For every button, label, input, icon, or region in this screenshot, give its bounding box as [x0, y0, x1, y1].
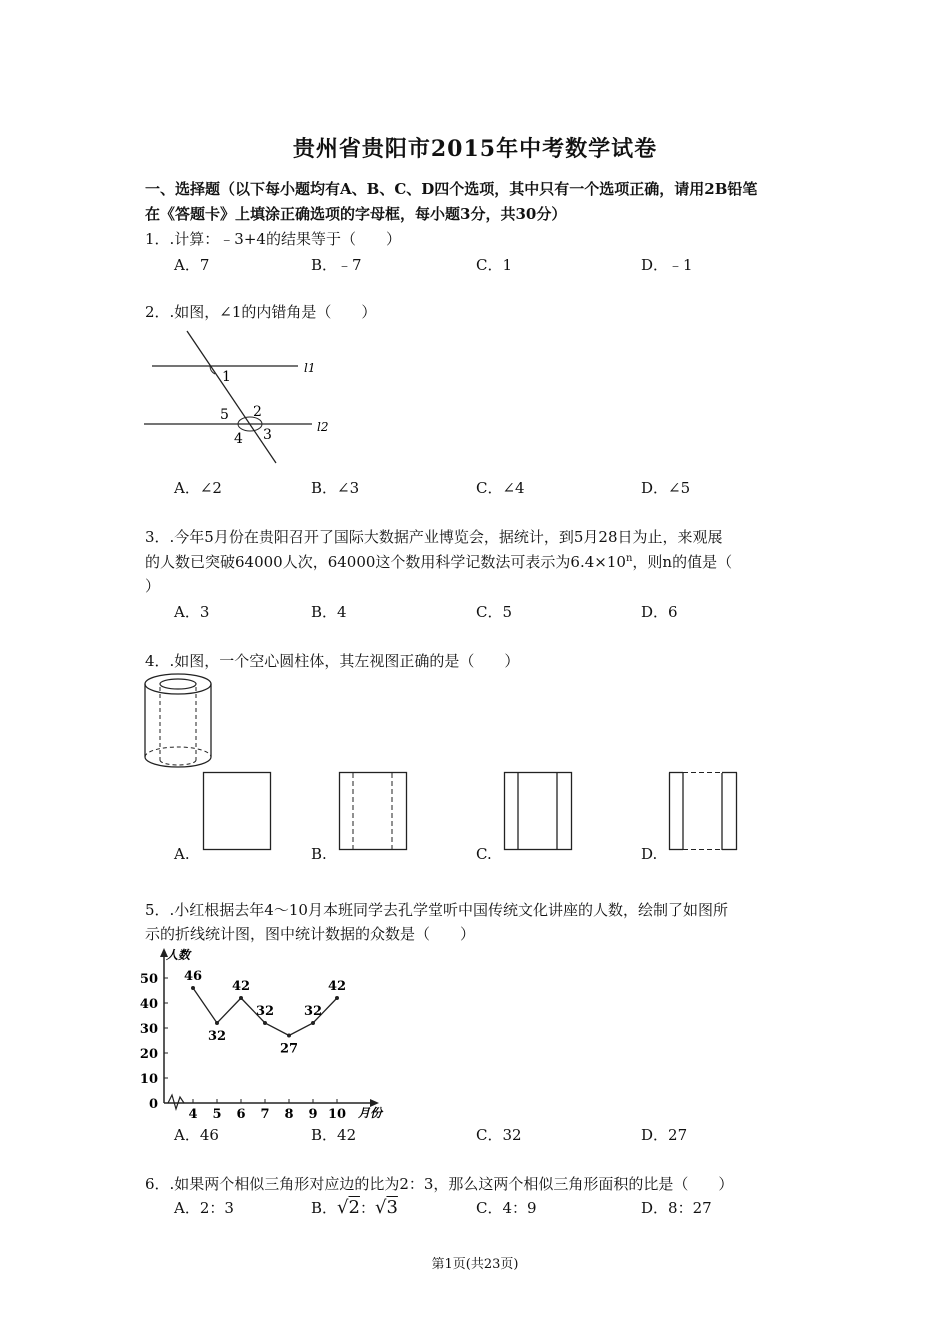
angle-3-label: 3 [263, 427, 272, 443]
question-5-stem-line1: 5．.小红根据去年4～10月本班同学去孔学堂听中国传统文化讲座的人数，绘制了如图所 [145, 901, 728, 919]
question-6-stem: 6．.如果两个相似三角形对应边的比为2：3，那么这两个相似三角形面积的比是（ ） [145, 1175, 734, 1193]
question-2-stem: 2．.如图，∠1的内错角是（ ） [145, 303, 377, 321]
label-l1: l1 [304, 361, 316, 375]
q1-option-b: B．﹣7 [311, 256, 362, 274]
data-label: 46 [183, 969, 203, 984]
q2-option-c: C．∠4 [476, 479, 525, 497]
axis-break-icon [168, 1095, 184, 1109]
x-tick-label: 7 [260, 1107, 270, 1122]
y-axis-label: 人数 [166, 948, 191, 962]
q5-option-d: D．27 [641, 1126, 688, 1144]
q6-option-d: D．8：27 [641, 1199, 712, 1217]
y-tick-label: 10 [139, 1072, 158, 1087]
hollow-cylinder-figure [140, 672, 220, 772]
sqrt-3: √3 [374, 1197, 398, 1218]
question-5-stem-line2: 示的折线统计图，图中统计数据的众数是（ ） [145, 925, 476, 943]
q6-option-b: B．√2：√3 [311, 1197, 398, 1218]
question-1-stem: 1．.计算：﹣3+4的结果等于（ ） [145, 230, 401, 248]
q3-option-c: C．5 [476, 603, 513, 621]
x-tick-label: 5 [212, 1107, 222, 1122]
question-3-stem-line3: ） [145, 577, 161, 595]
label-l2: l2 [317, 420, 329, 434]
angle-1-label: 1 [222, 369, 231, 385]
data-label: 32 [255, 1004, 275, 1019]
q6-option-c: C．4：9 [476, 1199, 537, 1217]
page-footer: 第1页(共23页) [431, 1257, 519, 1272]
x-tick-label: 9 [308, 1107, 318, 1122]
data-label: 32 [207, 1029, 227, 1044]
data-point [311, 1021, 315, 1025]
data-point [191, 986, 195, 990]
page-title: 贵州省贵阳市2015年中考数学试卷 [292, 136, 658, 162]
x-tick-label: 6 [236, 1107, 246, 1122]
q4-option-d: D. [641, 845, 658, 863]
q5-option-a: A．46 [174, 1126, 219, 1144]
x-axis-label: 月份 [358, 1106, 383, 1120]
data-label: 42 [231, 979, 251, 994]
transversal-line [187, 331, 276, 463]
data-label: 27 [279, 1041, 299, 1057]
parallel-lines-figure [140, 325, 340, 470]
x-tick-label: 8 [284, 1107, 294, 1122]
sqrt-2: √2 [337, 1197, 360, 1218]
data-point [239, 996, 243, 1000]
q4-option-c: C. [476, 845, 492, 863]
data-label: 32 [303, 1004, 323, 1019]
q1-option-c: C．1 [476, 256, 513, 274]
q4-option-b: B. [311, 845, 327, 863]
q2-option-b: B．∠3 [311, 479, 360, 497]
angle-4-label: 4 [234, 431, 243, 447]
q4-option-a: A. [174, 845, 190, 863]
question-3-stem-line1: 3．.今年5月份在贵阳召开了国际大数据产业博览会，据统计，到5月28日为止，来观展 [145, 528, 723, 546]
y-tick-label: 20 [139, 1047, 158, 1062]
q3-option-a: A．3 [174, 603, 210, 621]
data-label: 42 [327, 979, 347, 994]
y-tick-label: 30 [139, 1022, 158, 1037]
line-chart [138, 945, 388, 1120]
option-d-view [669, 772, 739, 852]
section-heading-line1: 一、选择题（以下每小题均有A、B、C、D四个选项，其中只有一个选项正确，请用2B铅笔 [145, 180, 758, 198]
option-c-view [504, 772, 574, 852]
option-a-view [203, 772, 273, 852]
q3-option-b: B．4 [311, 603, 347, 621]
q6-option-a: A．2：3 [174, 1199, 234, 1217]
q5-option-c: C．32 [476, 1126, 522, 1144]
q1-option-a: A．7 [174, 256, 210, 274]
q3-option-d: D．6 [641, 603, 678, 621]
angle-5-label: 5 [220, 407, 229, 423]
data-point [335, 996, 339, 1000]
q2-option-a: A．∠2 [174, 479, 222, 497]
x-tick-label: 10 [327, 1107, 347, 1122]
data-point [215, 1021, 219, 1025]
y-tick-label: 0 [148, 1097, 158, 1112]
data-point [287, 1034, 291, 1038]
x-tick-label: 4 [188, 1107, 198, 1122]
y-tick-label: 40 [139, 997, 158, 1012]
question-3-stem-line2: 的人数已突破64000人次，64000这个数用科学记数法可表示为$6.4\times 10^n$，则n的值是（ [145, 553, 733, 571]
angle-2-label: 2 [253, 404, 262, 420]
section-heading-line2: 在《答题卡》上填涂正确选项的字母框，每小题3分，共30分） [145, 205, 567, 223]
q1-option-d: D．﹣1 [641, 256, 693, 274]
q5-option-b: B．42 [311, 1126, 357, 1144]
y-tick-label: 50 [139, 972, 158, 987]
data-point [263, 1021, 267, 1025]
q2-option-d: D．∠5 [641, 479, 691, 497]
option-b-view [339, 772, 409, 852]
question-4-stem: 4．.如图，一个空心圆柱体，其左视图正确的是（ ） [145, 652, 520, 670]
